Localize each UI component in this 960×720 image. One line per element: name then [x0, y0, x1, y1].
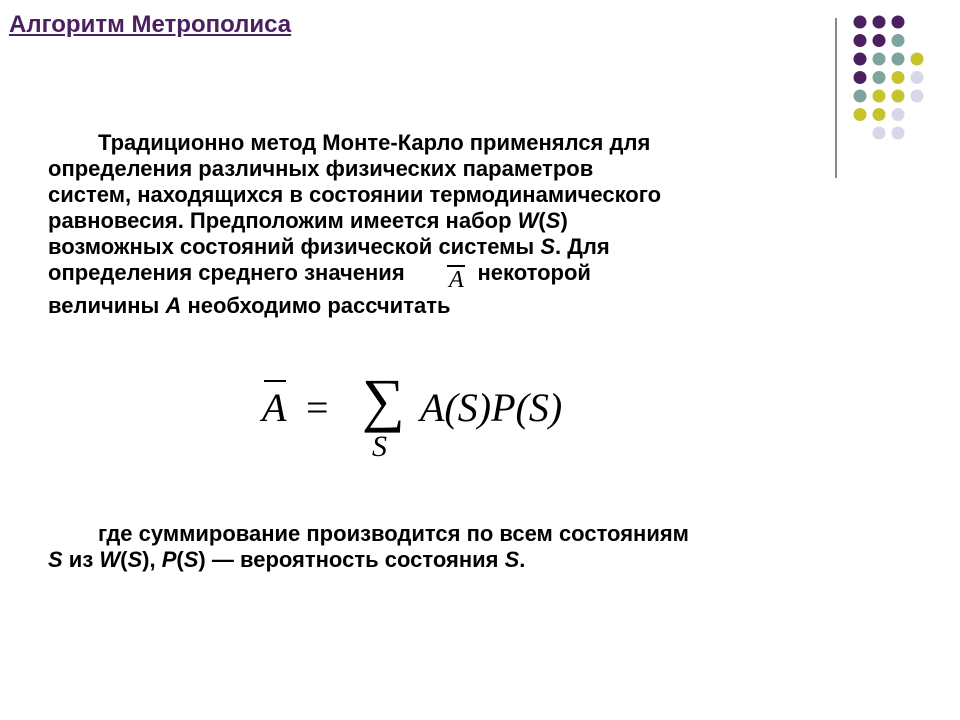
- decorative-dot: [854, 53, 867, 66]
- symbol-w: W: [99, 547, 121, 572]
- decorative-dot: [911, 71, 924, 84]
- decorative-dot: [892, 108, 905, 121]
- decorative-dot: [892, 16, 905, 29]
- paragraph-intro: [48, 130, 848, 319]
- symbol-s: S: [183, 547, 199, 572]
- text-line: необходимо рассчитать: [181, 293, 451, 318]
- decorative-dot: [873, 34, 886, 47]
- decorative-dot: [892, 127, 905, 140]
- text-line: где суммирование производится по всем состояниям: [98, 521, 689, 546]
- symbol-w: W: [517, 208, 539, 233]
- decorative-dot: [892, 90, 905, 103]
- decorative-dot: [854, 71, 867, 84]
- sum-symbol: ∑: [362, 367, 405, 433]
- decorative-dot: [892, 71, 905, 84]
- text-line: определения различных физических параметров: [48, 156, 594, 181]
- symbol-s: S: [504, 547, 520, 572]
- decorative-dot: [873, 90, 886, 103]
- text-line: .: [519, 547, 526, 572]
- symbol-s: S: [545, 208, 561, 233]
- text-line: . Для: [555, 234, 610, 259]
- decorative-dot: [873, 16, 886, 29]
- paragraph-explanation: где суммирование производится по всем состояниям S из W(S), P(S) — вероятность состояния S.: [48, 521, 689, 572]
- decorative-dot: [892, 34, 905, 47]
- text-line: некоторой: [477, 260, 591, 285]
- decorative-dot: [911, 90, 924, 103]
- paren: (: [538, 208, 546, 233]
- text-line: величины: [48, 293, 166, 318]
- text-line: определения среднего значения: [48, 260, 405, 285]
- symbol-s: S: [48, 547, 63, 572]
- decorative-dot: [873, 127, 886, 140]
- text-line: ) — вероятность состояния: [198, 547, 505, 572]
- decorative-dot: [854, 108, 867, 121]
- mean-a-symbol: A: [441, 267, 471, 293]
- decorative-dot: [892, 53, 905, 66]
- symbol-p: P: [161, 547, 177, 572]
- symbol-a: A: [165, 293, 182, 318]
- decorative-dot: [911, 53, 924, 66]
- text-line: возможных состояний физической системы: [48, 234, 541, 259]
- formula-equals: =: [306, 385, 329, 430]
- text-line: ),: [142, 547, 162, 572]
- paren: ): [560, 208, 568, 233]
- formula-rhs: A(S)P(S): [420, 385, 563, 430]
- decorative-dot: [873, 71, 886, 84]
- symbol-s: S: [540, 234, 556, 259]
- slide-title: Алгоритм Метрополиса: [9, 11, 292, 38]
- text-line: систем, находящихся в состоянии термодинамического: [48, 182, 662, 207]
- decorative-dot: [873, 108, 886, 121]
- sum-subscript: S: [372, 430, 387, 463]
- decorative-dot: [854, 90, 867, 103]
- text-line: из: [62, 547, 100, 572]
- symbol-s: S: [127, 547, 143, 572]
- decorative-dot: [873, 53, 886, 66]
- formula-lhs: A: [262, 385, 287, 430]
- decorative-dot: [854, 16, 867, 29]
- decorative-dot: [854, 34, 867, 47]
- text-line: равновесия. Предположим имеется набор: [48, 208, 518, 233]
- text-line: Традиционно метод Монте-Карло применялся для: [98, 130, 651, 155]
